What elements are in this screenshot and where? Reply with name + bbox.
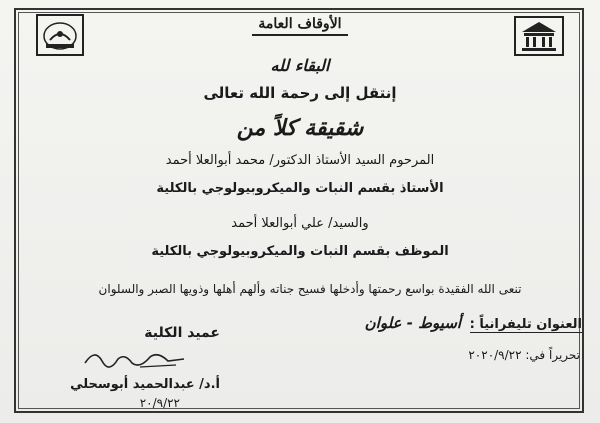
written-date (468, 348, 580, 362)
dean-name: أ.د/ عبدالحميد أبوسحلي (70, 377, 220, 392)
deceased-brother-line: المرحوم السيد الأستاذ الدكتور/ محمد أبوالعلا أحمد (165, 153, 435, 168)
sister-of-line: شقيقة كلاً من (236, 116, 364, 141)
brother-position-line: الأستاذ بقسم النبات والميكروبيولوجي بالكلية (156, 181, 444, 196)
dean-title: عميد الكلية (144, 325, 220, 341)
signature-block (40, 325, 220, 410)
date-value: ٢٠٢٠/٩/٢٢ (468, 348, 522, 362)
passed-away-line: إنتقل إلى رحمة الله تعالى (203, 84, 397, 102)
address-line (365, 314, 582, 332)
date-label: تحريراً في: (525, 348, 580, 362)
address-label: العنوان تليفرانياً : (469, 317, 582, 332)
header-title: الأوقاف العامة (0, 16, 600, 32)
second-brother-line: والسيد/ علي أبوالعلا أحمد (231, 216, 369, 231)
second-brother-position-line: الموظف بقسم النبات والميكروبيولوجي بالكلية (151, 244, 449, 259)
address-value: أسيوط - علوان (364, 314, 462, 332)
handwritten-signature (80, 343, 190, 373)
obituary-heading: البقاء لله (270, 56, 330, 75)
condolence-line: تنعى الله الفقيدة بواسع رحمتها وأدخلها فسيح جناته وألهم أهلها وذويها الصبر والسلوان (98, 282, 522, 296)
signature-date: ٢٠/٩/٢٢ (139, 396, 180, 410)
